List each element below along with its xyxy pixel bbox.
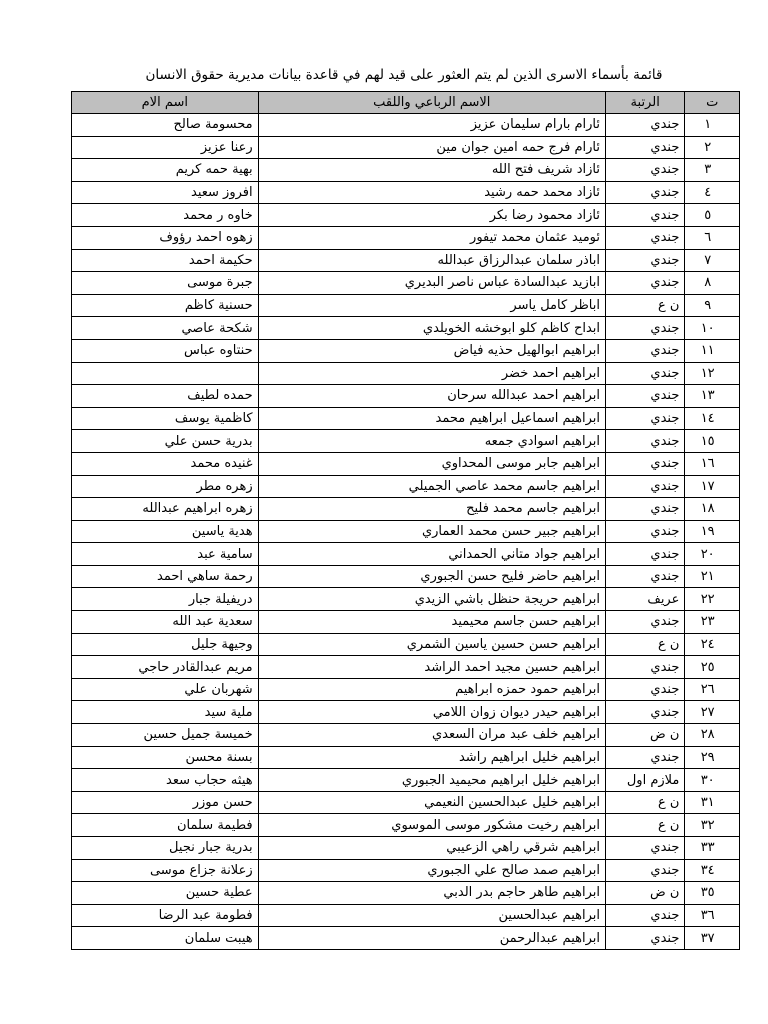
table-row xyxy=(72,724,740,747)
table-row xyxy=(72,814,740,837)
cell-mother: زهوه احمد رؤوف xyxy=(72,226,259,249)
table-row xyxy=(72,520,740,543)
cell-mother: زهره مطر xyxy=(72,475,259,498)
cell-mother: خاوه ر محمد xyxy=(72,204,259,227)
cell-rank: جندي xyxy=(606,927,685,950)
cell-num: ٩ xyxy=(685,294,740,317)
cell-mother: رحمة ساهي احمد xyxy=(72,565,259,588)
cell-num: ٢٥ xyxy=(685,656,740,679)
cell-num: ١٥ xyxy=(685,430,740,453)
cell-mother: حنتاوه عباس xyxy=(72,339,259,362)
table-row xyxy=(72,927,740,950)
cell-rank: جندي xyxy=(606,136,685,159)
cell-name: ابراهيم عبدالحسين xyxy=(258,904,605,927)
table-row xyxy=(72,701,740,724)
cell-name: ابراهيم خليل عبدالحسين النعيمي xyxy=(258,791,605,814)
cell-name: ابراهيم ابوالهيل حذيه فياض xyxy=(258,339,605,362)
table-row xyxy=(72,159,740,182)
cell-name: ابراهيم صمد صالح علي الجبوري xyxy=(258,859,605,882)
cell-name: ابراهيم طاهر حاجم بدر الدبي xyxy=(258,882,605,905)
cell-mother: كاظمية يوسف xyxy=(72,407,259,430)
cell-num: ٣٠ xyxy=(685,769,740,792)
table-row xyxy=(72,339,740,362)
cell-mother: بسنة محسن xyxy=(72,746,259,769)
cell-name: ئوميد عثمان محمد تيفور xyxy=(258,226,605,249)
cell-name: ابراهيم رخيت مشكور موسى الموسوي xyxy=(258,814,605,837)
table-header-row xyxy=(72,92,740,114)
table-row xyxy=(72,678,740,701)
table-row xyxy=(72,882,740,905)
cell-mother: محسومة صالح xyxy=(72,114,259,137)
table-row xyxy=(72,294,740,317)
cell-rank: جندي xyxy=(606,407,685,430)
cell-num: ١٧ xyxy=(685,475,740,498)
cell-num: ٣٣ xyxy=(685,837,740,860)
prisoners-table xyxy=(71,91,740,950)
cell-num: ٢٤ xyxy=(685,633,740,656)
table-row xyxy=(72,611,740,634)
table-row xyxy=(72,204,740,227)
cell-num: ٢ xyxy=(685,136,740,159)
cell-mother: فطيمة سلمان xyxy=(72,814,259,837)
table-row xyxy=(72,837,740,860)
cell-name: ابراهيم جواد متاني الحمداني xyxy=(258,543,605,566)
cell-name: ئازاد محمود رضا بكر xyxy=(258,204,605,227)
cell-mother: رعنا عزيز xyxy=(72,136,259,159)
header-name: الاسم الرباعي واللقب xyxy=(258,92,605,114)
cell-rank: جندي xyxy=(606,520,685,543)
table-row xyxy=(72,588,740,611)
cell-num: ١٩ xyxy=(685,520,740,543)
cell-name: ئازاد محمد حمه رشيد xyxy=(258,181,605,204)
cell-name: ابازيد عبدالسادة عباس ناصر البديري xyxy=(258,272,605,295)
cell-name: ئازاد شريف فتح الله xyxy=(258,159,605,182)
cell-rank: جندي xyxy=(606,475,685,498)
table-row xyxy=(72,226,740,249)
cell-rank: ن ض xyxy=(606,724,685,747)
table-row xyxy=(72,136,740,159)
cell-num: ٣١ xyxy=(685,791,740,814)
cell-mother: هدية ياسين xyxy=(72,520,259,543)
cell-name: ابراهيم جاسم محمد عاصي الجميلي xyxy=(258,475,605,498)
cell-num: ١٠ xyxy=(685,317,740,340)
cell-num: ٥ xyxy=(685,204,740,227)
table-row xyxy=(72,452,740,475)
cell-rank: جندي xyxy=(606,114,685,137)
cell-rank: جندي xyxy=(606,746,685,769)
cell-rank: جندي xyxy=(606,181,685,204)
table-row xyxy=(72,317,740,340)
table-row xyxy=(72,362,740,385)
table-row xyxy=(72,656,740,679)
cell-num: ٣٤ xyxy=(685,859,740,882)
table-row xyxy=(72,859,740,882)
cell-num: ٢٨ xyxy=(685,724,740,747)
cell-rank: جندي xyxy=(606,317,685,340)
cell-name: ابراهيم حسن جاسم محيميد xyxy=(258,611,605,634)
cell-rank: جندي xyxy=(606,611,685,634)
cell-name: اباظر كامل ياسر xyxy=(258,294,605,317)
table-row xyxy=(72,430,740,453)
cell-mother: دريفيلة جبار xyxy=(72,588,259,611)
cell-name: ابراهيم جابر موسى المحداوي xyxy=(258,452,605,475)
cell-rank: ن ع xyxy=(606,814,685,837)
cell-num: ١٨ xyxy=(685,498,740,521)
cell-num: ٢٣ xyxy=(685,611,740,634)
cell-mother: مريم عبدالقادر حاجي xyxy=(72,656,259,679)
cell-rank: جندي xyxy=(606,904,685,927)
cell-rank: جندي xyxy=(606,543,685,566)
cell-num: ٧ xyxy=(685,249,740,272)
cell-mother: خميسة جميل حسين xyxy=(72,724,259,747)
cell-rank: جندي xyxy=(606,430,685,453)
cell-rank: جندي xyxy=(606,226,685,249)
cell-mother xyxy=(72,362,259,385)
cell-mother: بهية حمه كريم xyxy=(72,159,259,182)
cell-num: ٨ xyxy=(685,272,740,295)
cell-mother: سامية عبد xyxy=(72,543,259,566)
cell-rank: جندي xyxy=(606,656,685,679)
cell-num: ١ xyxy=(685,114,740,137)
cell-num: ٢٧ xyxy=(685,701,740,724)
cell-rank: جندي xyxy=(606,159,685,182)
cell-rank: جندي xyxy=(606,452,685,475)
cell-mother: حمده لطيف xyxy=(72,385,259,408)
table-row xyxy=(72,272,740,295)
cell-num: ٣٥ xyxy=(685,882,740,905)
cell-rank: جندي xyxy=(606,272,685,295)
cell-mother: ملية سيد xyxy=(72,701,259,724)
cell-num: ١٢ xyxy=(685,362,740,385)
table-row xyxy=(72,249,740,272)
cell-num: ٢٠ xyxy=(685,543,740,566)
cell-rank: ن ع xyxy=(606,294,685,317)
cell-name: ابداح كاظم كلو ابوخشه الخويلدي xyxy=(258,317,605,340)
cell-mother: جبرة موسى xyxy=(72,272,259,295)
cell-mother: هيثه حجاب سعد xyxy=(72,769,259,792)
cell-name: ابراهيم خليل ابراهيم محيميد الجبوري xyxy=(258,769,605,792)
cell-name: ابراهيم حسن حسين ياسين الشمري xyxy=(258,633,605,656)
cell-name: اباذر سلمان عبدالرزاق عبدالله xyxy=(258,249,605,272)
cell-rank: ن ض xyxy=(606,882,685,905)
cell-name: ابراهيم حمود حمزه ابراهيم xyxy=(258,678,605,701)
cell-num: ٣٢ xyxy=(685,814,740,837)
cell-num: ٦ xyxy=(685,226,740,249)
cell-rank: ملازم اول xyxy=(606,769,685,792)
cell-mother: بدرية حسن علي xyxy=(72,430,259,453)
cell-rank: ن ع xyxy=(606,633,685,656)
table-row xyxy=(72,633,740,656)
cell-num: ٢٩ xyxy=(685,746,740,769)
cell-mother: حسنية كاظم xyxy=(72,294,259,317)
cell-num: ٢٦ xyxy=(685,678,740,701)
cell-name: ابراهيم خلف عبد مران السعدي xyxy=(258,724,605,747)
cell-num: ١١ xyxy=(685,339,740,362)
table-row xyxy=(72,791,740,814)
cell-rank: جندي xyxy=(606,204,685,227)
cell-mother: فطومة عبد الرضا xyxy=(72,904,259,927)
table-row xyxy=(72,769,740,792)
cell-mother: عطية حسين xyxy=(72,882,259,905)
cell-rank: جندي xyxy=(606,385,685,408)
cell-name: ابراهيم شرقي راهي الزعيبي xyxy=(258,837,605,860)
cell-rank: جندي xyxy=(606,701,685,724)
cell-num: ٢١ xyxy=(685,565,740,588)
header-rank: الرتبة xyxy=(606,92,685,114)
cell-rank: جندي xyxy=(606,362,685,385)
cell-num: ١٦ xyxy=(685,452,740,475)
cell-num: ٣٦ xyxy=(685,904,740,927)
cell-name: ابراهيم حريجة حنظل باشي الزيدي xyxy=(258,588,605,611)
cell-num: ٣٧ xyxy=(685,927,740,950)
cell-name: ابراهيم جاسم محمد فليح xyxy=(258,498,605,521)
cell-mother: بدرية جبار نجيل xyxy=(72,837,259,860)
cell-rank: جندي xyxy=(606,565,685,588)
cell-name: ابراهيم اسوادي جمعه xyxy=(258,430,605,453)
cell-mother: حسن موزر xyxy=(72,791,259,814)
cell-num: ١٤ xyxy=(685,407,740,430)
cell-mother: زعلانة جزاع موسى xyxy=(72,859,259,882)
cell-mother: حكيمة احمد xyxy=(72,249,259,272)
table-row xyxy=(72,498,740,521)
cell-name: ئارام فرج حمه امين جوان مين xyxy=(258,136,605,159)
cell-num: ٤ xyxy=(685,181,740,204)
page-title: قائمة بأسماء الاسرى الذين لم يتم العثور على قيد لهم في قاعدة بيانات مديرية حقوق الانسان xyxy=(145,67,663,83)
cell-rank: عريف xyxy=(606,588,685,611)
cell-rank: جندي xyxy=(606,678,685,701)
cell-rank: جندي xyxy=(606,837,685,860)
header-mother: اسم الام xyxy=(72,92,259,114)
cell-num: ٢٢ xyxy=(685,588,740,611)
cell-mother: افروز سعيد xyxy=(72,181,259,204)
cell-name: ابراهيم احمد عبدالله سرحان xyxy=(258,385,605,408)
table-row xyxy=(72,475,740,498)
table-row xyxy=(72,114,740,137)
cell-mother: زهره ابراهيم عبدالله xyxy=(72,498,259,521)
cell-rank: جندي xyxy=(606,249,685,272)
cell-rank: ن ع xyxy=(606,791,685,814)
cell-name: ابراهيم حاضر فليح حسن الجبوري xyxy=(258,565,605,588)
cell-mother: شكحة عاصي xyxy=(72,317,259,340)
cell-rank: جندي xyxy=(606,498,685,521)
cell-name: ابراهيم خليل ابراهيم راشد xyxy=(258,746,605,769)
cell-name: ابراهيم جبير حسن محمد العماري xyxy=(258,520,605,543)
table-row xyxy=(72,565,740,588)
header-num: ت xyxy=(685,92,740,114)
cell-mother: سعدية عبد الله xyxy=(72,611,259,634)
cell-num: ١٣ xyxy=(685,385,740,408)
cell-name: ئارام بارام سليمان عزيز xyxy=(258,114,605,137)
cell-rank: جندي xyxy=(606,339,685,362)
cell-name: ابراهيم احمد خضر xyxy=(258,362,605,385)
table-row xyxy=(72,904,740,927)
cell-name: ابراهيم اسماعيل ابراهيم محمد xyxy=(258,407,605,430)
cell-name: ابراهيم عبدالرحمن xyxy=(258,927,605,950)
table-row xyxy=(72,181,740,204)
table-row xyxy=(72,746,740,769)
cell-mother: شهربان علي xyxy=(72,678,259,701)
cell-num: ٣ xyxy=(685,159,740,182)
table-row xyxy=(72,543,740,566)
table-row xyxy=(72,385,740,408)
cell-name: ابراهيم حسين مجيد احمد الراشد xyxy=(258,656,605,679)
cell-mother: غنيده محمد xyxy=(72,452,259,475)
cell-rank: جندي xyxy=(606,859,685,882)
table-row xyxy=(72,407,740,430)
cell-mother: هيبت سلمان xyxy=(72,927,259,950)
cell-name: ابراهيم حيدر ديوان زوان اللامي xyxy=(258,701,605,724)
cell-mother: وجيهة جليل xyxy=(72,633,259,656)
